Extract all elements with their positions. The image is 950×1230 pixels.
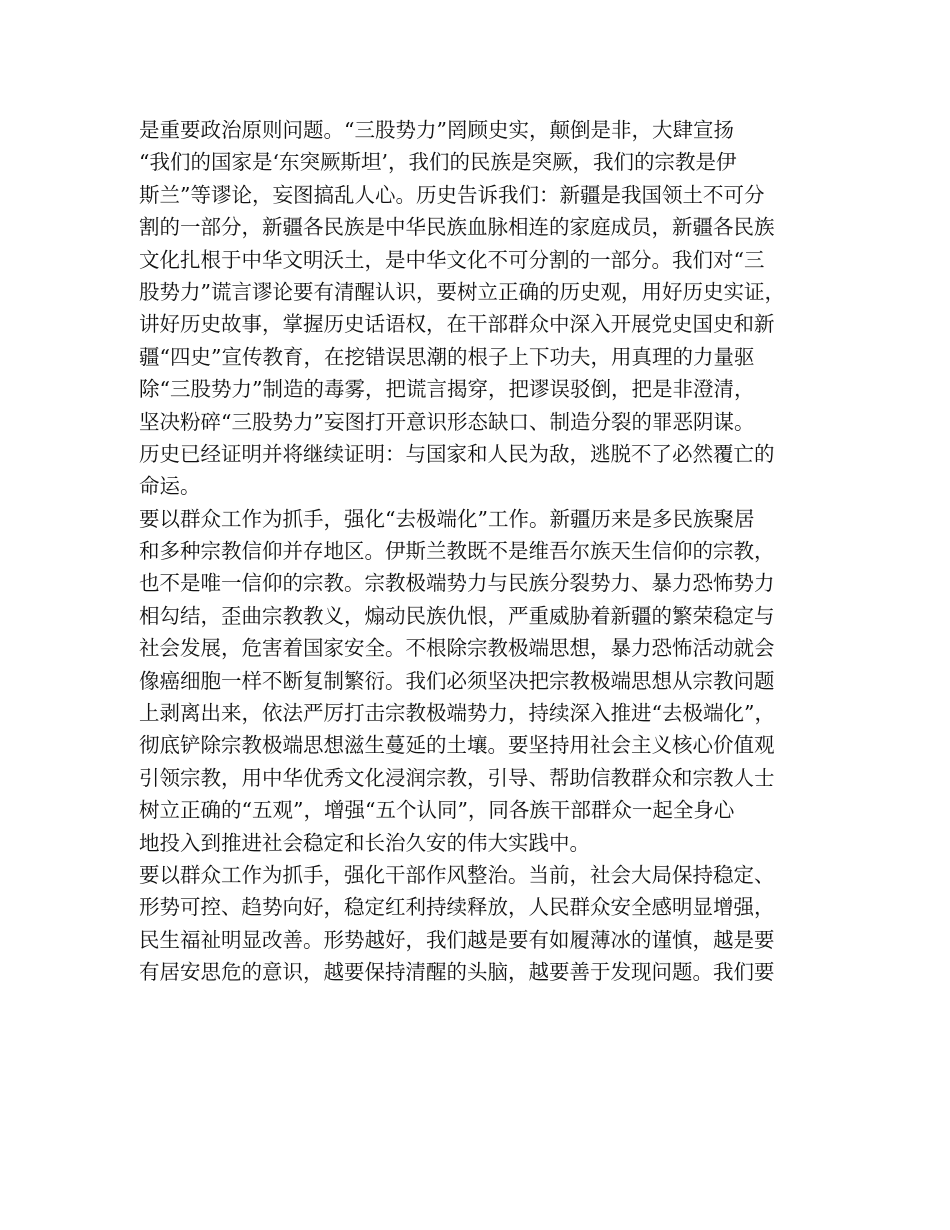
- text-line: 历史已经证明并将继续证明：与国家和人民为敌，逃脱不了必然覆亡的: [139, 441, 775, 466]
- text-line: 和多种宗教信仰并存地区。伊斯兰教既不是维吾尔族天生信仰的宗教，: [139, 539, 775, 564]
- text-line: 像癌细胞一样不断复制繁衍。我们必须坚决把宗教极端思想从宗教问题: [139, 668, 775, 693]
- text-line: 相勾结，歪曲宗教教义，煽动民族仇恨，严重威胁着新疆的繁荣稳定与: [139, 603, 775, 628]
- text-line: 有居安思危的意识，越要保持清醒的头脑，越要善于发现问题。我们要: [139, 960, 775, 985]
- text-line: 命运。: [139, 474, 201, 499]
- text-line: 要以群众工作为抓手，强化干部作风整治。当前，社会大局保持稳定、: [139, 862, 775, 887]
- text-line: 上剥离出来，依法严厉打击宗教极端势力，持续深入推进“去极端化”，: [139, 701, 775, 726]
- text-line: 股势力”谎言谬论要有清醒认识，要树立正确的历史观，用好历史实证，: [139, 279, 785, 304]
- text-line: 除“三股势力”制造的毒雾，把谎言揭穿，把谬误驳倒，把是非澄清，: [139, 377, 755, 402]
- text-line: 斯兰”等谬论，妄图搞乱人心。历史告诉我们：新疆是我国领土不可分: [139, 182, 765, 207]
- text-line: 要以群众工作为抓手，强化“去极端化”工作。新疆历来是多民族聚居: [139, 506, 755, 531]
- text-line: 疆“四史”宣传教育，在挖错误思潮的根子上下功夫，用真理的力量驱: [139, 344, 755, 369]
- text-line: 形势可控、趋势向好，稳定红利持续释放，人民群众安全感明显增强，: [139, 895, 775, 920]
- body-text: [139, 114, 839, 989]
- text-line: 彻底铲除宗教极端思想滋生蔓延的土壤。要坚持用社会主义核心价值观: [139, 733, 775, 758]
- text-line: 引领宗教，用中华优秀文化浸润宗教，引导、帮助信教群众和宗教人士: [139, 765, 775, 790]
- text-line: 也不是唯一信仰的宗教。宗教极端势力与民族分裂势力、暴力恐怖势力: [139, 571, 775, 596]
- text-line: “我们的国家是‘东突厥斯坦’，我们的民族是突厥，我们的宗教是伊: [139, 150, 737, 175]
- text-line: 文化扎根于中华文明沃土，是中华文化不可分割的一部分。我们对“三: [139, 247, 765, 272]
- text-line: 讲好历史故事，掌握历史话语权，在干部群众中深入开展党史国史和新: [139, 312, 775, 337]
- text-line: 坚决粉碎“三股势力”妄图打开意识形态缺口、制造分裂的罪恶阴谋。: [139, 409, 755, 434]
- text-line: 割的一部分，新疆各民族是中华民族血脉相连的家庭成员，新疆各民族: [139, 215, 775, 240]
- text-line: 是重要政治原则问题。“三股势力”罔顾史实，颠倒是非，大肆宣扬: [139, 118, 734, 142]
- text-line: 树立正确的“五观”，增强“五个认同”，同各族干部群众一起全身心: [139, 798, 735, 823]
- text-line: 民生福祉明显改善。形势越好，我们越是要有如履薄冰的谨慎，越是要: [139, 927, 775, 952]
- text-line: 社会发展，危害着国家安全。不根除宗教极端思想，暴力恐怖活动就会: [139, 636, 775, 661]
- text-line: 地投入到推进社会稳定和长治久安的伟大实践中。: [139, 830, 590, 855]
